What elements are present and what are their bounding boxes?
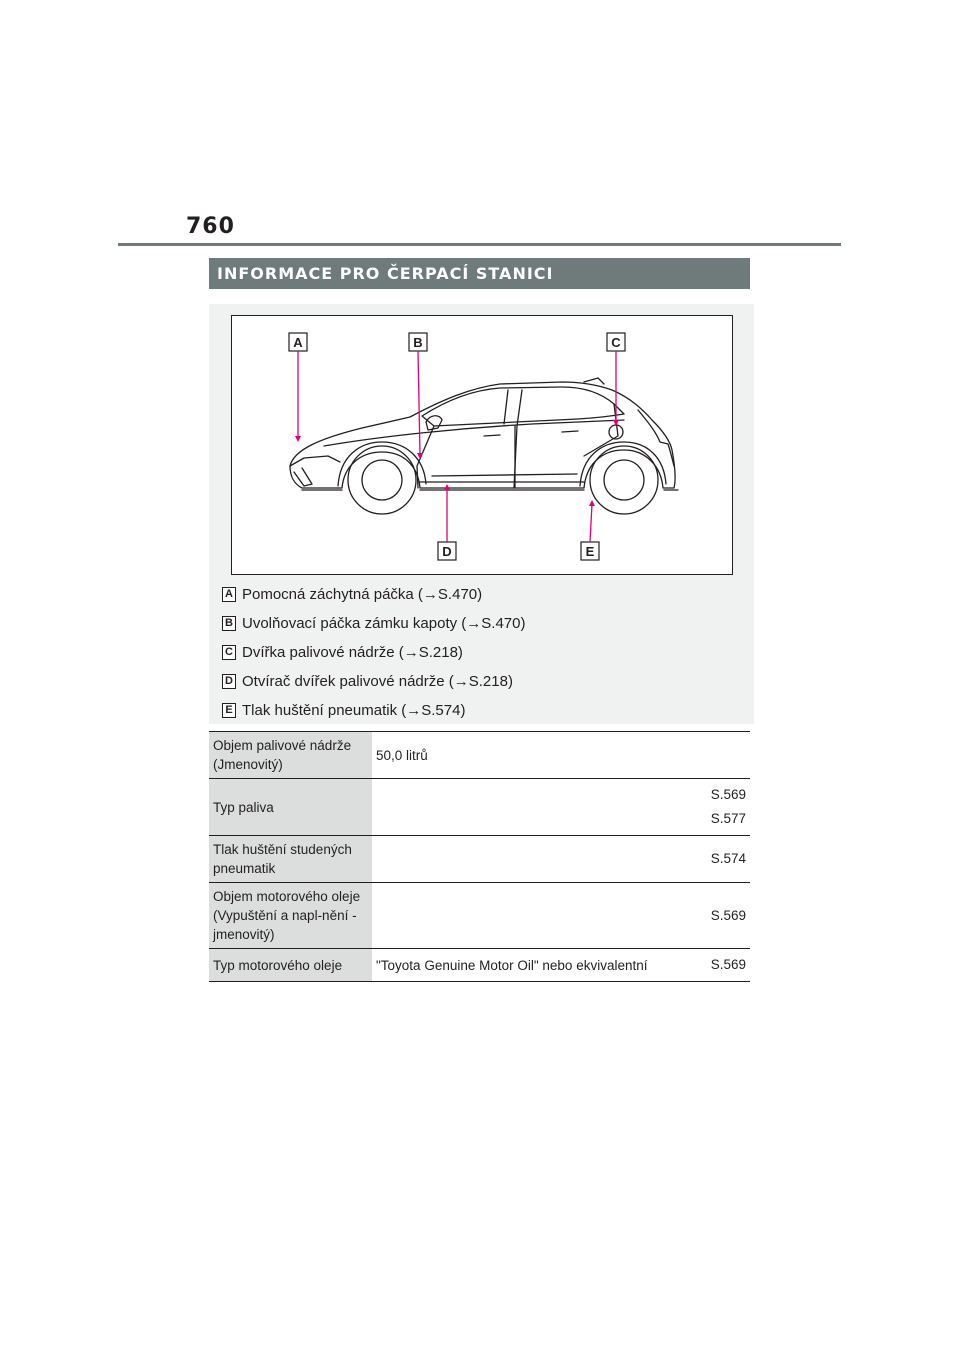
- table-row: [209, 836, 750, 883]
- callout-legend: [222, 580, 742, 725]
- legend-item-d: [222, 667, 742, 696]
- legend-text: Otvírač dvířek palivové nádrže (→S.218): [242, 673, 513, 690]
- table-label: Tlak huštění studených pneumatik: [209, 836, 372, 883]
- callout-d: D: [442, 544, 452, 559]
- legend-text: Uvolňovací páčka zámku kapoty (→S.470): [242, 615, 526, 632]
- header-rule: [118, 243, 841, 246]
- legend-item-a: [222, 580, 742, 609]
- legend-text: Dvířka palivové nádrže (→S.218): [242, 644, 463, 661]
- table-ref: S.569: [699, 949, 750, 982]
- legend-text: Pomocná záchytná páčka (→S.470): [242, 586, 483, 603]
- legend-item-e: [222, 696, 742, 725]
- table-value: [372, 836, 699, 883]
- table-row: [209, 779, 750, 836]
- table-value: [372, 779, 699, 836]
- legend-item-b: [222, 609, 742, 638]
- table-ref: S.569: [699, 883, 750, 949]
- table-ref: [699, 779, 750, 836]
- table-label: Objem motorového oleje (Vypuštění a napl-nění - jmenovitý): [209, 883, 372, 949]
- table-label: Typ paliva: [209, 779, 372, 836]
- callout-e: E: [585, 544, 595, 559]
- table-label: Typ motorového oleje: [209, 949, 372, 982]
- page-number: 760: [186, 214, 235, 239]
- fuel-info-table: [209, 731, 750, 982]
- legend-badge: A: [222, 587, 236, 602]
- callout-c: C: [611, 335, 621, 350]
- legend-badge: C: [222, 645, 236, 660]
- callout-a: A: [293, 335, 303, 350]
- table-value: [372, 883, 699, 949]
- legend-badge: E: [222, 703, 236, 718]
- table-ref: S.574: [699, 836, 750, 883]
- table-value: "Toyota Genuine Motor Oil" nebo ekvivalentní: [372, 949, 699, 982]
- table-value: 50,0 litrů: [372, 732, 750, 779]
- table-row: [209, 732, 750, 779]
- table-ref-line: S.569: [710, 787, 746, 802]
- table-row: [209, 883, 750, 949]
- car-illustration: [231, 315, 733, 575]
- table-ref-line: S.577: [710, 811, 746, 826]
- table-row: [209, 949, 750, 982]
- table-label: Objem palivové nádrže (Jmenovitý): [209, 732, 372, 779]
- legend-badge: B: [222, 616, 236, 631]
- legend-badge: D: [222, 674, 236, 689]
- legend-item-c: [222, 638, 742, 667]
- callout-b: B: [413, 335, 423, 350]
- legend-text: Tlak huštění pneumatik (→S.574): [242, 702, 466, 719]
- section-title: INFORMACE PRO ČERPACÍ STANICI: [209, 258, 750, 289]
- car-side-view: [232, 316, 734, 576]
